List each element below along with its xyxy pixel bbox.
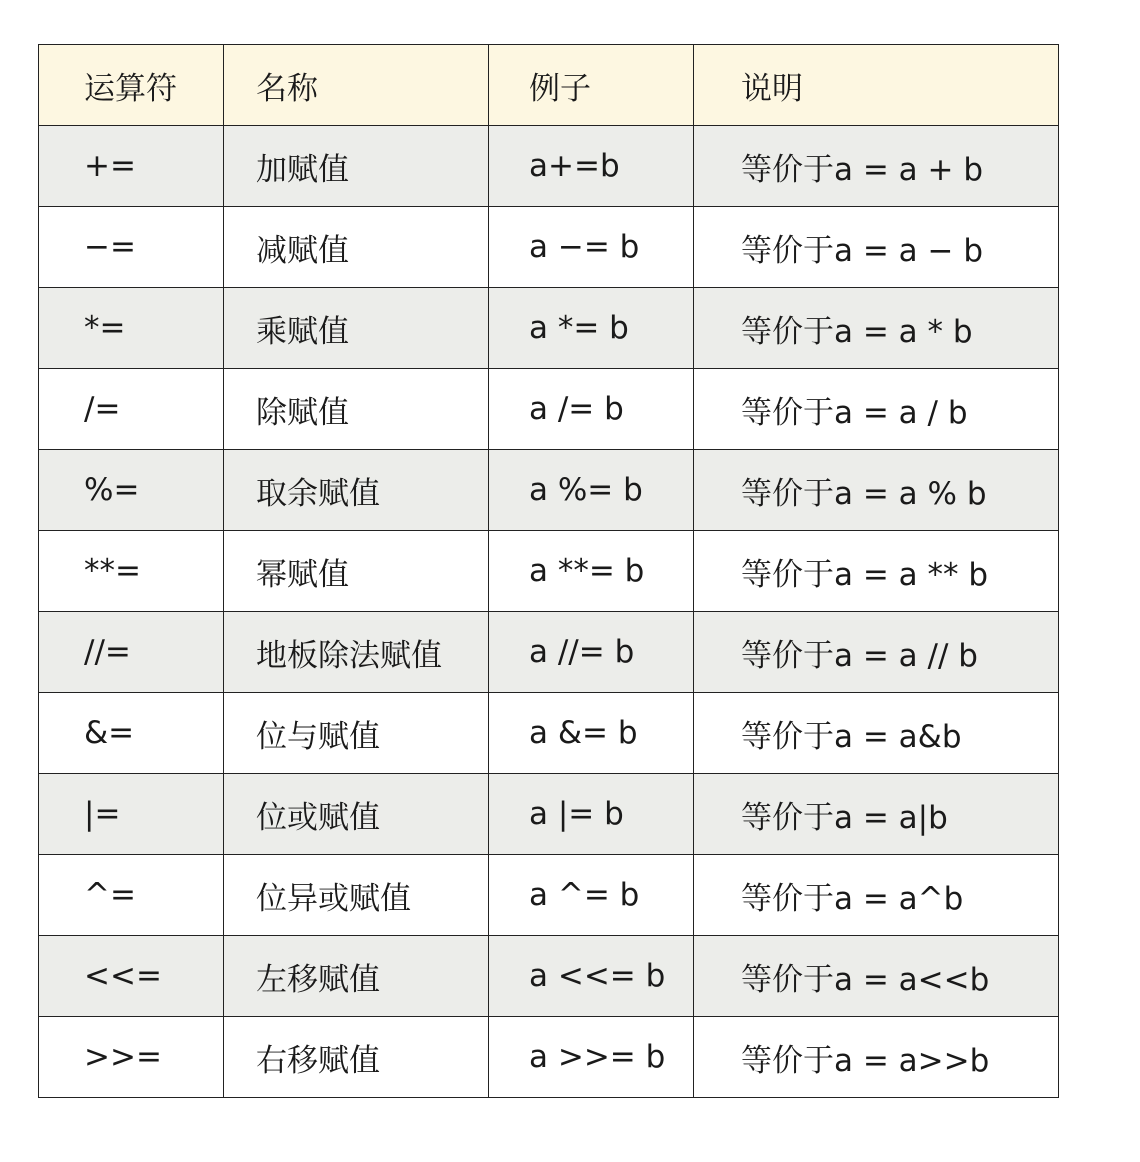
table-row [39,288,1059,369]
cell-example: a >>= b [489,1017,694,1098]
header-description: 说明 [694,45,1059,126]
cell-description: 等价于a = a − b [694,207,1059,288]
cell-operator: *= [39,288,224,369]
cell-operator: &= [39,693,224,774]
cell-operator: <<= [39,936,224,1017]
cell-description: 等价于a = a ** b [694,531,1059,612]
cell-operator: %= [39,450,224,531]
cell-example: a &= b [489,693,694,774]
table-row [39,1017,1059,1098]
cell-operator: **= [39,531,224,612]
table-row [39,774,1059,855]
table-row [39,207,1059,288]
cell-operator: −= [39,207,224,288]
table-row [39,369,1059,450]
table-row [39,693,1059,774]
cell-description: 等价于a = a * b [694,288,1059,369]
header-name: 名称 [224,45,489,126]
table-header [39,45,1059,126]
table-row [39,855,1059,936]
header-operator: 运算符 [39,45,224,126]
cell-name: 位或赋值 [224,774,489,855]
cell-name: 位异或赋值 [224,855,489,936]
table-row [39,612,1059,693]
cell-operator: //= [39,612,224,693]
header-row [39,45,1059,126]
cell-operator: |= [39,774,224,855]
table-row [39,936,1059,1017]
cell-example: a //= b [489,612,694,693]
cell-name: 除赋值 [224,369,489,450]
cell-description: 等价于a = a / b [694,369,1059,450]
cell-description: 等价于a = a + b [694,126,1059,207]
cell-example: a %= b [489,450,694,531]
cell-example: a **= b [489,531,694,612]
cell-description: 等价于a = a^b [694,855,1059,936]
cell-operator: += [39,126,224,207]
cell-name: 加赋值 [224,126,489,207]
cell-name: 取余赋值 [224,450,489,531]
cell-description: 等价于a = a|b [694,774,1059,855]
header-example: 例子 [489,45,694,126]
cell-description: 等价于a = a % b [694,450,1059,531]
cell-example: a+=b [489,126,694,207]
cell-name: 左移赋值 [224,936,489,1017]
cell-example: a /= b [489,369,694,450]
cell-operator: /= [39,369,224,450]
cell-example: a ^= b [489,855,694,936]
cell-description: 等价于a = a&b [694,693,1059,774]
cell-example: a <<= b [489,936,694,1017]
table-row [39,126,1059,207]
cell-example: a |= b [489,774,694,855]
cell-name: 右移赋值 [224,1017,489,1098]
table-row [39,450,1059,531]
cell-name: 位与赋值 [224,693,489,774]
assignment-operators-table [38,44,1059,1098]
cell-description: 等价于a = a<<b [694,936,1059,1017]
table-body [39,126,1059,1098]
cell-operator: ^= [39,855,224,936]
cell-name: 幂赋值 [224,531,489,612]
cell-example: a −= b [489,207,694,288]
cell-name: 地板除法赋值 [224,612,489,693]
cell-description: 等价于a = a>>b [694,1017,1059,1098]
table-row [39,531,1059,612]
cell-name: 减赋值 [224,207,489,288]
cell-operator: >>= [39,1017,224,1098]
cell-example: a *= b [489,288,694,369]
cell-name: 乘赋值 [224,288,489,369]
cell-description: 等价于a = a // b [694,612,1059,693]
